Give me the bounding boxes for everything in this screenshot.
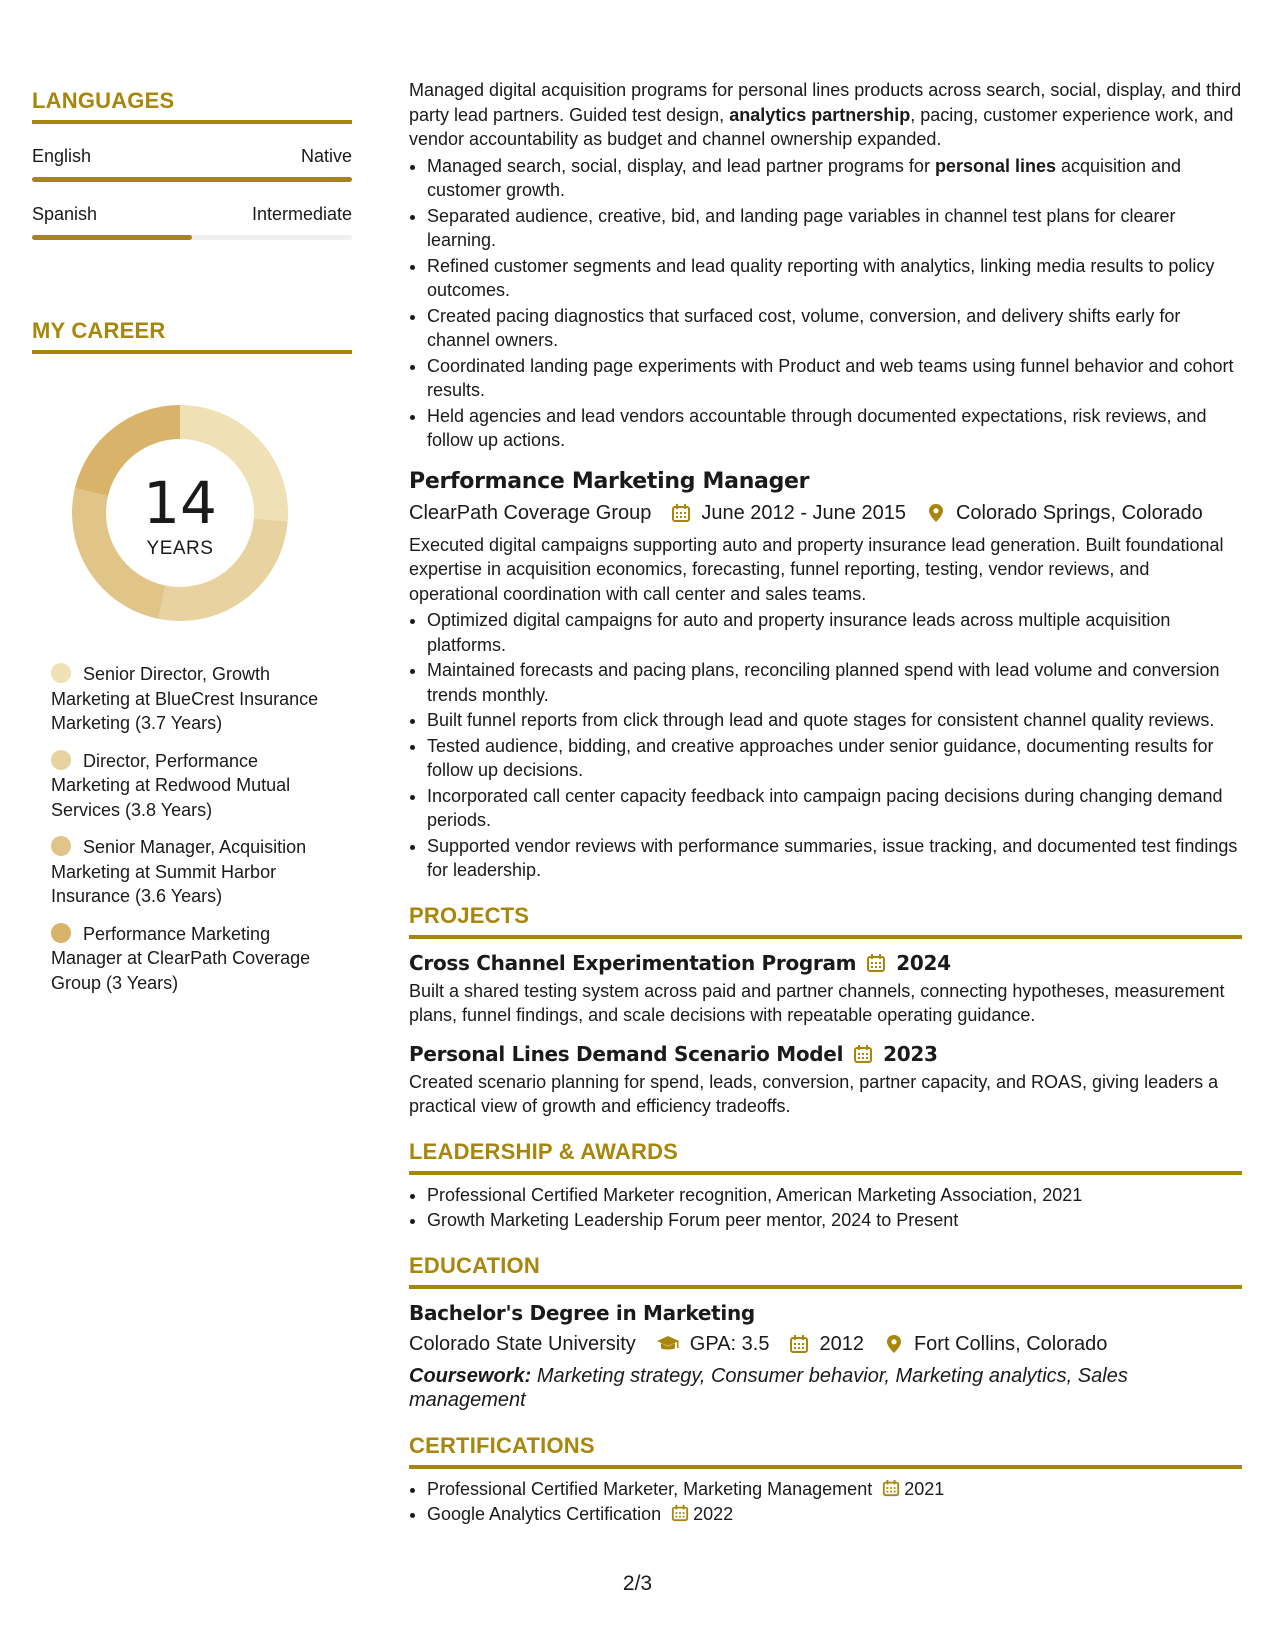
language-item — [32, 146, 352, 182]
coursework-text: Marketing strategy, Consumer behavior, Marketing analytics, Sales management — [409, 1364, 1128, 1411]
calendar-icon — [671, 503, 691, 523]
career-legend — [51, 662, 341, 995]
school-name: Colorado State University — [409, 1332, 636, 1355]
leadership-heading: LEADERSHIP & AWARDS — [409, 1139, 1242, 1175]
language-level: Native — [300, 146, 352, 166]
language-proficiency-bar — [32, 235, 352, 240]
list-item: • Tested audience, bidding, and creative approaches under senior guidance, documenting results for follow up decisions. — [427, 734, 1242, 783]
career-donut-chart — [65, 398, 295, 628]
page-number: 2/3 — [622, 1572, 653, 1595]
languages-heading: LANGUAGES — [32, 88, 352, 124]
career-legend-item: Director, Performance Marketing at Redwood Mutual Services (3.8 Years) — [51, 750, 291, 820]
project-description: Created scenario planning for spend, leads, conversion, partner capacity, and ROAS, giving leaders a practical view of growth and efficiency tradeoffs. — [409, 1071, 1219, 1116]
project-year: 2023 — [883, 1041, 938, 1066]
leadership-list — [409, 1183, 1242, 1233]
list-item: • Professional Certified Marketer recognition, American Marketing Association, 2021 — [427, 1183, 1242, 1208]
certifications-heading: CERTIFICATIONS — [409, 1433, 1242, 1469]
language-level: Intermediate — [251, 204, 352, 224]
graduation-cap-icon — [656, 1334, 680, 1354]
calendar-icon — [853, 1044, 873, 1064]
job-company: ClearPath Coverage Group — [409, 501, 652, 524]
legend-dot — [51, 663, 71, 683]
job-bullets — [409, 608, 1242, 883]
list-item: • Incorporated call center capacity feedback into campaign pacing decisions during changing demand periods. — [427, 784, 1242, 833]
list-item: • Managed search, social, display, and lead partner programs for personal lines acquisition and customer growth. — [427, 154, 1242, 203]
certification-item: • Google Analytics Certification 2022 — [427, 1502, 1242, 1527]
list-item: • Refined customer segments and lead quality reporting with analytics, linking media results to policy outcomes. — [427, 254, 1242, 303]
certification-year: 2021 — [904, 1478, 945, 1499]
list-item: • Maintained forecasts and pacing plans, reconciling planned spend with lead volume and conversion trends monthly. — [427, 658, 1242, 707]
location-pin-icon — [926, 503, 946, 523]
calendar-icon — [671, 1504, 689, 1522]
career-legend-item: Performance Marketing Manager at ClearPath Coverage Group (3 Years) — [51, 923, 311, 993]
career-years-label: YEARS — [146, 538, 214, 559]
career-legend-item: Senior Director, Growth Marketing at BlueCrest Insurance Marketing (3.7 Years) — [51, 664, 319, 733]
list-item: • Growth Marketing Leadership Forum peer mentor, 2024 to Present — [427, 1208, 1242, 1233]
gpa: GPA: 3.5 — [689, 1332, 770, 1355]
graduation-year: 2012 — [819, 1332, 864, 1355]
project-year: 2024 — [896, 950, 951, 975]
education-meta — [409, 1333, 1242, 1356]
career-legend-item: Senior Manager, Acquisition Marketing at Summit Harbor Insurance (3.6 Years) — [51, 837, 307, 906]
language-name: Spanish — [32, 204, 98, 224]
calendar-icon — [866, 953, 886, 973]
certification-year: 2022 — [693, 1504, 734, 1524]
language-proficiency-bar — [32, 177, 352, 182]
list-item: • Created pacing diagnostics that surfaced cost, volume, conversion, and delivery shifts early for channel owners. — [427, 304, 1242, 353]
job-dates: June 2012 - June 2015 — [701, 501, 906, 524]
location-pin-icon — [884, 1334, 904, 1354]
list-item: • Separated audience, creative, bid, and landing page variables in channel test plans for clearer learning. — [427, 204, 1242, 253]
job-location: Colorado Springs, Colorado — [955, 501, 1203, 524]
calendar-icon — [789, 1334, 809, 1354]
list-item: • Optimized digital campaigns for auto and property insurance leads across multiple acquisition platforms. — [427, 608, 1242, 657]
previous-job-summary: Managed digital acquisition programs for personal lines products across search, social, display, and third party lead partners. Guided test design, analytics partnership, pacing, customer experience work, and vendor accountability as budget and channel ownership expanded. — [409, 80, 1242, 149]
right-column — [409, 78, 1242, 1528]
degree-title: Bachelor's Degree in Marketing — [409, 1300, 755, 1325]
list-item: • Built funnel reports from click through lead and quote stages for consistent channel quality reviews. — [427, 708, 1242, 733]
list-item: • Supported vendor reviews with performance summaries, issue tracking, and documented test findings for leadership. — [427, 834, 1242, 883]
language-proficiency-fill — [32, 177, 352, 182]
project-description: Built a shared testing system across paid and partner channels, connecting hypotheses, measurement plans, funnel findings, and scale decisions with repeatable operating guidance. — [409, 980, 1225, 1025]
project-title: Personal Lines Demand Scenario Model 2023 — [409, 1041, 938, 1066]
job-summary: Executed digital campaigns supporting auto and property insurance lead generation. Built foundational expertise in acquisition economics, forecasting, funnel reporting, testing, vendor reviews, and operational coordination with call center and sales teams. — [409, 534, 1224, 604]
coursework — [409, 1364, 1242, 1413]
career-heading: MY CAREER — [32, 318, 352, 354]
job-title: Performance Marketing Manager — [409, 468, 810, 494]
legend-dot — [51, 923, 71, 943]
language-item — [32, 204, 352, 240]
certifications-list — [409, 1477, 1242, 1527]
list-item: • Held agencies and lead vendors accountable through documented expectations, risk reviews, and follow up actions. — [427, 404, 1242, 453]
language-name: English — [32, 146, 92, 166]
certification-item: • Professional Certified Marketer, Marketing Management 2021 — [427, 1477, 1242, 1502]
legend-dot — [51, 750, 71, 770]
legend-dot — [51, 836, 71, 856]
previous-job-bullets — [409, 154, 1242, 453]
left-column — [32, 88, 352, 1008]
coursework-label: Coursework: — [409, 1364, 532, 1387]
education-heading: EDUCATION — [409, 1253, 1242, 1289]
career-total-years: 14 — [143, 469, 217, 537]
calendar-icon — [882, 1479, 900, 1497]
school-location: Fort Collins, Colorado — [913, 1332, 1108, 1355]
project-title: Cross Channel Experimentation Program 2024 — [409, 950, 951, 975]
language-proficiency-fill — [32, 235, 192, 240]
list-item: • Coordinated landing page experiments with Product and web teams using funnel behavior and cohort results. — [427, 354, 1242, 403]
job-meta — [409, 502, 1242, 525]
projects-heading: PROJECTS — [409, 903, 1242, 939]
